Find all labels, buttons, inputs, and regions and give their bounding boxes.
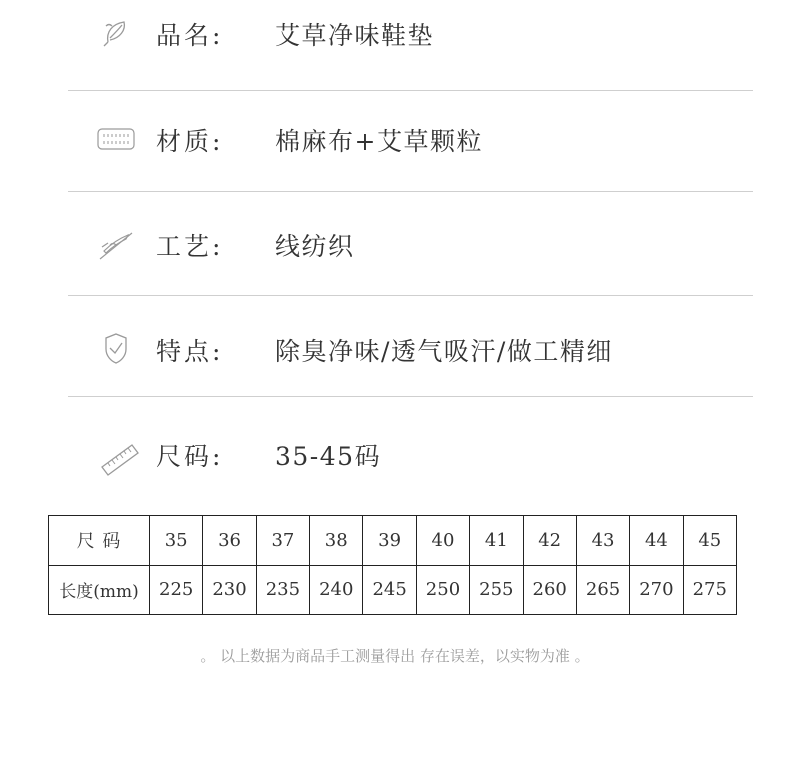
table-cell: 260 <box>523 565 576 615</box>
table-cell: 230 <box>203 565 256 615</box>
spec-value: 线纺织 <box>275 232 355 261</box>
table-cell: 35 <box>150 516 203 566</box>
spec-row-size <box>0 423 790 483</box>
spec-label: 尺码: <box>156 442 224 471</box>
spec-row-craft <box>0 213 790 273</box>
table-cell: 225 <box>150 565 203 615</box>
table-cell: 44 <box>630 516 683 566</box>
spec-label: 材质: <box>156 127 224 156</box>
table-cell: 41 <box>470 516 523 566</box>
table-cell: 36 <box>203 516 256 566</box>
table-cell: 265 <box>576 565 629 615</box>
spec-label: 工艺: <box>156 232 224 261</box>
table-cell: 45 <box>683 516 736 566</box>
spec-value: 除臭净味/透气吸汗/做工精细 <box>275 337 613 366</box>
table-cell: 235 <box>256 565 309 615</box>
table-cell: 240 <box>310 565 363 615</box>
table-row <box>49 565 737 615</box>
needle-icon <box>96 223 136 263</box>
table-cell: 43 <box>576 516 629 566</box>
size-table <box>48 515 737 615</box>
table-cell: 275 <box>683 565 736 615</box>
divider <box>68 90 753 91</box>
spec-label: 品名: <box>156 21 224 50</box>
table-cell: 250 <box>416 565 469 615</box>
spec-value: 35-45码 <box>275 442 382 471</box>
table-cell: 38 <box>310 516 363 566</box>
divider <box>68 396 753 397</box>
table-cell: 37 <box>256 516 309 566</box>
measurement-note: 。 以上数据为商品手工测量得出 存在误差，以实物为准 。 <box>200 647 590 665</box>
table-cell: 39 <box>363 516 416 566</box>
table-cell: 42 <box>523 516 576 566</box>
spec-row-name <box>0 2 790 62</box>
shield-check-icon <box>96 328 136 368</box>
spec-label: 特点: <box>156 337 224 366</box>
ruler-icon <box>100 437 140 477</box>
leaf-icon <box>96 12 136 52</box>
divider <box>68 295 753 296</box>
spec-row-features <box>0 318 790 378</box>
fabric-icon <box>96 118 136 158</box>
table-header-length: 长度(mm) <box>49 565 150 615</box>
spec-value: 艾草净味鞋垫 <box>275 21 435 50</box>
table-row <box>49 516 737 566</box>
table-header-size: 尺 码 <box>49 516 150 566</box>
table-cell: 40 <box>416 516 469 566</box>
table-cell: 270 <box>630 565 683 615</box>
table-cell: 245 <box>363 565 416 615</box>
divider <box>68 191 753 192</box>
spec-row-material <box>0 108 790 168</box>
spec-value: 棉麻布+艾草颗粒 <box>275 127 483 156</box>
table-cell: 255 <box>470 565 523 615</box>
